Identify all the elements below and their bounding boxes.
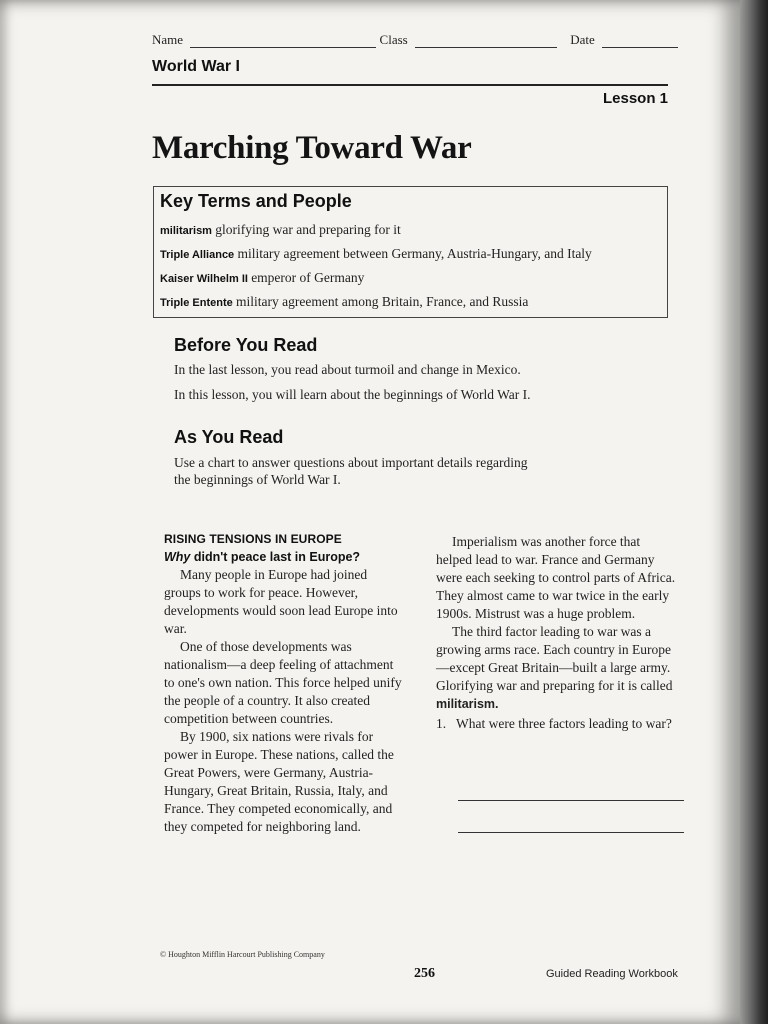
class-label: Class xyxy=(379,32,408,47)
page-title: Marching Toward War xyxy=(152,130,472,166)
key-term-definition: glorifying war and preparing for it xyxy=(215,222,401,237)
class-line xyxy=(415,35,557,48)
key-terms-heading: Key Terms and People xyxy=(160,191,352,211)
key-term-item xyxy=(160,270,364,286)
key-term-name: Triple Alliance xyxy=(160,249,235,261)
header-rule xyxy=(152,84,668,86)
book-title: Guided Reading Workbook xyxy=(546,968,678,980)
key-term-name: Kaiser Wilhelm II xyxy=(160,273,248,285)
answer-line-1[interactable] xyxy=(458,800,684,801)
paragraph-text: The third factor leading to war was a growing arms race. Each country in Europe—except Great Britain—built a large army. Glorifying war and preparing for it is called xyxy=(436,624,673,693)
unit-title: World War I xyxy=(152,58,240,75)
key-term-item xyxy=(160,222,401,238)
key-term-name: militarism xyxy=(160,225,212,237)
paragraph xyxy=(436,623,676,713)
date-label: Date xyxy=(570,32,595,47)
question-text: What were three factors leading to war? xyxy=(456,716,672,731)
key-term-definition: emperor of Germany xyxy=(251,270,365,285)
lesson-label: Lesson 1 xyxy=(602,90,668,107)
paragraph: One of those developments was nationalism—a deep feeling of attachment to one's own nation. This force helped unify the people of a country. It also created competition between countries. xyxy=(164,639,402,726)
name-class-date-row xyxy=(152,32,678,48)
key-term-definition: military agreement between Germany, Austria-Hungary, and Italy xyxy=(237,246,592,261)
page-edge-shadow xyxy=(740,0,768,1024)
question-why: Why xyxy=(164,550,191,564)
name-line xyxy=(190,35,376,48)
as-you-read-heading: As You Read xyxy=(174,427,284,447)
key-term-name: Triple Entente xyxy=(160,297,233,309)
page-number: 256 xyxy=(414,966,435,981)
as-you-read-text-2: the beginnings of World War I. xyxy=(174,472,341,487)
paragraph: By 1900, six nations were rivals for power in Europe. These nations, called the Great Powers, were Germany, Austria-Hungary, Great Britain, Russia, Italy, and France. They competed economically, and they competed for neighboring land. xyxy=(164,729,394,834)
question-number: 1. xyxy=(436,716,447,731)
question-1 xyxy=(436,715,676,733)
question-rest: didn't peace last in Europe? xyxy=(190,550,361,564)
date-line xyxy=(602,35,678,48)
left-column xyxy=(164,530,404,836)
paragraph: Many people in Europe had joined groups to work for peace. However, developments would soon lead Europe into war. xyxy=(164,567,398,636)
paragraph: Imperialism was another force that helped lead to war. France and Germany were each seeking to control parts of Africa. They almost came to war twice in the early 1900s. Mistrust was a huge problem. xyxy=(436,534,676,621)
term-militarism: militarism. xyxy=(436,697,499,711)
section-heading: RISING TENSIONS IN EUROPE xyxy=(164,532,342,546)
section-question xyxy=(164,548,404,566)
right-column xyxy=(436,533,676,733)
key-term-item xyxy=(160,246,592,262)
as-you-read-text-1: Use a chart to answer questions about important details regarding xyxy=(174,455,528,470)
key-terms-box xyxy=(153,186,668,318)
name-label: Name xyxy=(152,32,184,47)
before-you-read-heading: Before You Read xyxy=(174,335,318,355)
answer-line-2[interactable] xyxy=(458,832,684,833)
key-term-definition: military agreement among Britain, France, and Russia xyxy=(236,294,529,309)
key-term-item xyxy=(160,294,528,310)
before-you-read-text-2: In this lesson, you will learn about the beginnings of World War I. xyxy=(174,387,531,402)
copyright-notice: © Houghton Mifflin Harcourt Publishing Company xyxy=(160,950,325,959)
before-you-read-text-1: In the last lesson, you read about turmoil and change in Mexico. xyxy=(174,362,521,377)
